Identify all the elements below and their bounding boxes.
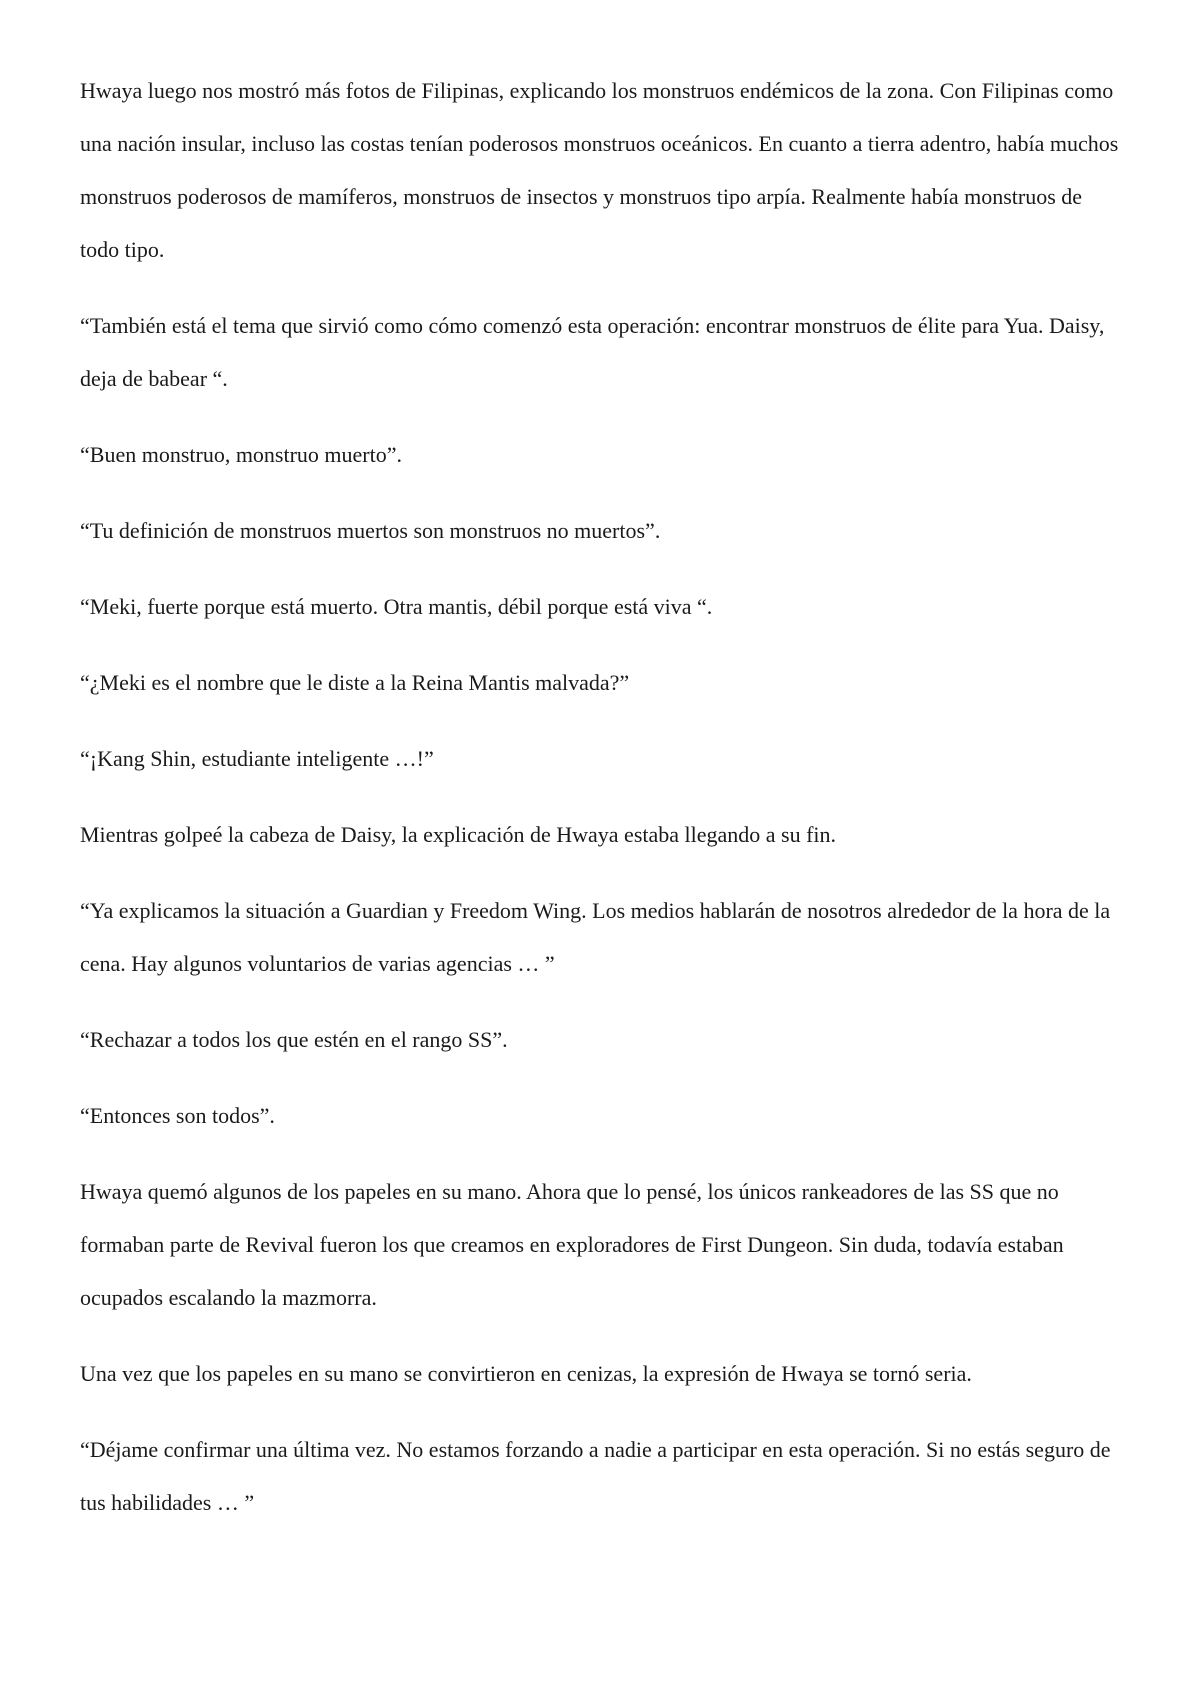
paragraph-1: Hwaya luego nos mostró más fotos de Filipinas, explicando los monstruos endémicos de la zona. Con Filipinas como una nación insular, incluso las costas tenían poderosos monstruos oceánicos. En cuanto a tierra adentro, había muchos monstruos poderosos de mamíferos, monstruos de insectos y monstruos tipo arpía. Realmente había monstruos de todo tipo. xyxy=(80,78,1119,262)
paragraph-9: “Ya explicamos la situación a Guardian y Freedom Wing. Los medios hablarán de nosotros alrededor de la hora de la cena. Hay algunos voluntarios de varias agencias … ” xyxy=(80,898,1111,976)
paragraph-7: “¡Kang Shin, estudiante inteligente …!” xyxy=(80,746,434,771)
document-body xyxy=(80,64,1120,1529)
paragraph-3: “Buen monstruo, monstruo muerto”. xyxy=(80,442,403,467)
paragraph-13: Una vez que los papeles en su mano se convirtieron en cenizas, la expresión de Hwaya se tornó seria. xyxy=(80,1361,972,1386)
paragraph-10: “Rechazar a todos los que estén en el rango SS”. xyxy=(80,1027,508,1052)
paragraph-14: “Déjame confirmar una última vez. No estamos forzando a nadie a participar en esta operación. Si no estás seguro de tus habilidades … ” xyxy=(80,1437,1111,1515)
paragraph-11: “Entonces son todos”. xyxy=(80,1103,275,1128)
paragraph-5: “Meki, fuerte porque está muerto. Otra mantis, débil porque está viva “. xyxy=(80,594,713,619)
paragraph-6: “¿Meki es el nombre que le diste a la Reina Mantis malvada?” xyxy=(80,670,630,695)
paragraph-2: “También está el tema que sirvió como cómo comenzó esta operación: encontrar monstruos de élite para Yua. Daisy, deja de babear “. xyxy=(80,313,1105,391)
paragraph-4: “Tu definición de monstruos muertos son monstruos no muertos”. xyxy=(80,518,661,543)
paragraph-8: Mientras golpeé la cabeza de Daisy, la explicación de Hwaya estaba llegando a su fin. xyxy=(80,822,837,847)
paragraph-12: Hwaya quemó algunos de los papeles en su mano. Ahora que lo pensé, los únicos rankeadores de las SS que no formaban parte de Revival fueron los que creamos en exploradores de First Dungeon. Sin duda, todavía estaban ocupados escalando la mazmorra. xyxy=(80,1179,1064,1310)
